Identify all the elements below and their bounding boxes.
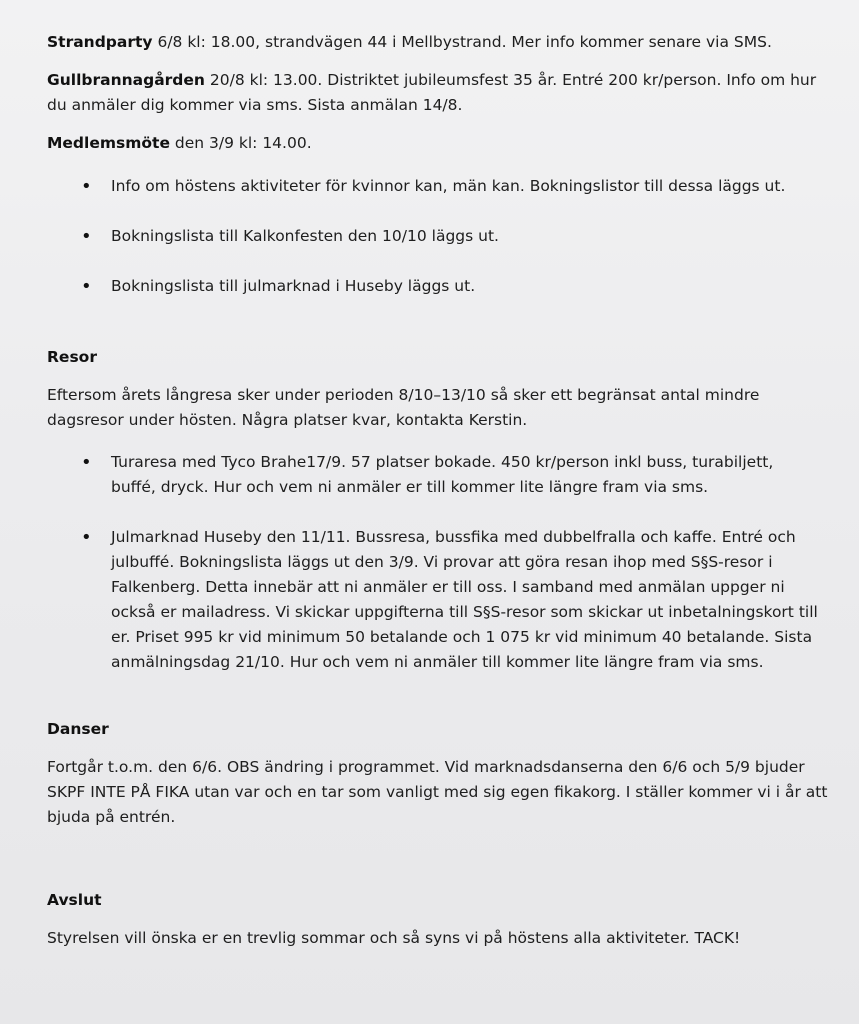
list-item: • Bokningslista till julmarknad i Huseby läggs ut. bbox=[47, 274, 837, 299]
section-heading-resor: Resor bbox=[47, 348, 97, 366]
event-details: 6/8 kl: 18.00, strandvägen 44 i Mellbystrand. Mer info kommer senare via SMS. bbox=[152, 33, 772, 51]
resor-intro: Eftersom årets långresa sker under perioden 8/10–13/10 så sker ett begränsat antal mindre dagsresor under hösten. Några platser kvar, kontakta Kerstin. bbox=[47, 386, 760, 429]
list-item: • Julmarknad Huseby den 11/11. Bussresa, bussfika med dubbelfralla och kaffe. Entré och julbuffé. Bokningslista läggs ut den 3/9. Vi provar att göra resan ihop med S§S-resor i Falkenberg. Detta innebär att ni anmäler er till oss. I samband med anmälan uppger ni också er mailadress. Vi skickar uppgifterna till S§S-resor som skickar ut inbetalningskort till er. Priset 995 kr vid minimum 50 betalande och 1 075 kr vid minimum 40 betalande. Sista anmälningsdag 21/10. Hur och vem ni anmäler till kommer lite längre fram via sms. bbox=[47, 525, 831, 675]
event-details: den 3/9 kl: 14.00. bbox=[169, 134, 312, 152]
event-gullbrannagarden bbox=[47, 68, 817, 118]
avslut-text: Styrelsen vill önska er en trevlig sommar och så syns vi på höstens alla aktiviteter. TACK! bbox=[47, 929, 741, 947]
list-item: • Info om höstens aktiviteter för kvinnor kan, män kan. Bokningslistor till dessa läggs ut. bbox=[47, 174, 837, 199]
event-title: Gullbrannagården bbox=[47, 71, 205, 89]
danser-text: Fortgår t.o.m. den 6/6. OBS ändring i programmet. Vid marknadsdanserna den 6/6 och 5/9 bjuder SKPF INTE PÅ FIKA utan var och en tar som vanligt med sig egen fikakorg. I ställer kommer vi i år att bjuda på entrén. bbox=[47, 758, 828, 826]
meeting-bullet-list bbox=[47, 174, 837, 299]
event-strandparty bbox=[47, 30, 837, 55]
document-body bbox=[47, 30, 837, 951]
event-medlemsmote bbox=[47, 131, 837, 156]
list-item: • Bokningslista till Kalkonfesten den 10/10 läggs ut. bbox=[47, 224, 837, 249]
section-heading-danser: Danser bbox=[47, 720, 109, 738]
section-heading-avslut: Avslut bbox=[47, 891, 102, 909]
event-title: Medlemsmöte bbox=[47, 134, 170, 152]
resor-bullet-list bbox=[47, 450, 837, 675]
event-title: Strandparty bbox=[47, 33, 153, 51]
list-item: • Turaresa med Tyco Brahe17/9. 57 platser bokade. 450 kr/person inkl buss, turabiljett, buffé, dryck. Hur och vem ni anmäler er till kommer lite längre fram via sms. bbox=[47, 450, 811, 500]
event-details: 20/8 kl: 13.00. Distriktet jubileumsfest 35 år. Entré 200 kr/person. Info om hur du anmäler dig kommer via sms. Sista anmälan 14/8. bbox=[47, 71, 817, 114]
